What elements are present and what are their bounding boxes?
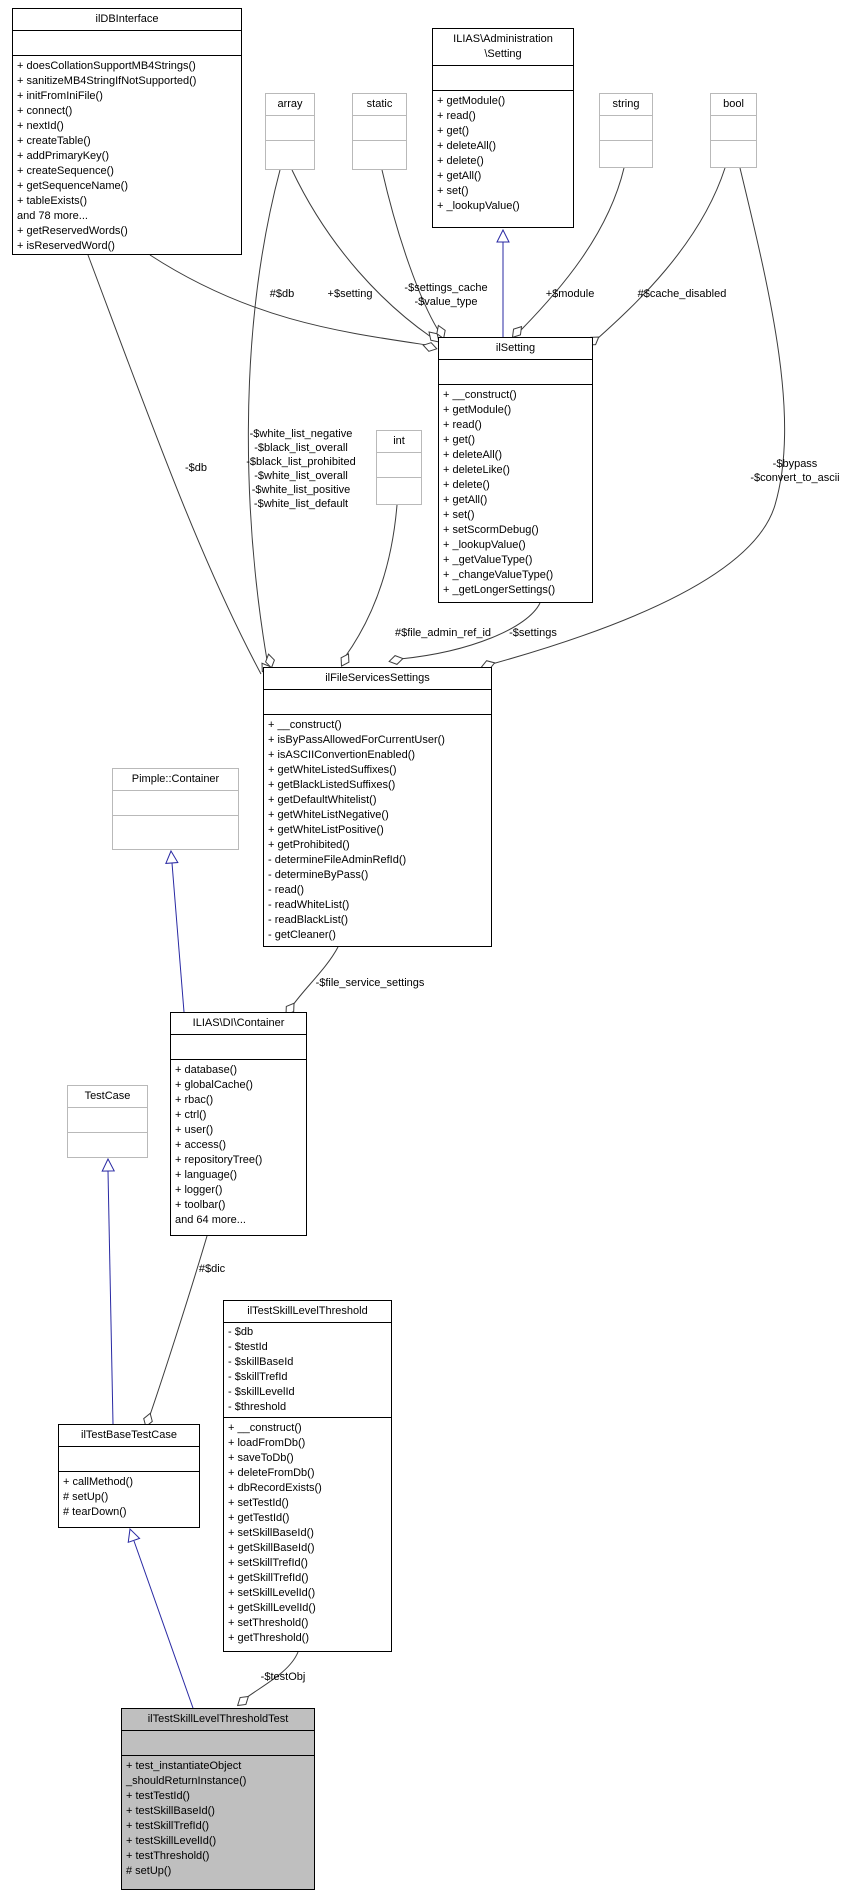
edge-label-bypass [750, 457, 839, 485]
edge-label-line: -$black_list_prohibited [246, 456, 356, 468]
method-item: + createSequence() [17, 165, 114, 177]
class-title [68, 1086, 147, 1108]
method-item: + getAll() [443, 494, 488, 506]
class-title [13, 9, 241, 31]
methods-compartment [13, 56, 241, 255]
class-title-line: array [277, 98, 303, 110]
method-item: + get() [443, 434, 476, 446]
diamond [338, 652, 353, 669]
class-title [439, 338, 592, 360]
method-item: + deleteLike() [443, 464, 510, 476]
edge-label-db-to-fileservices [185, 461, 207, 475]
class-box-pimple-container [112, 768, 239, 850]
diamond [422, 341, 438, 353]
method-item: + isASCIIConvertionEnabled() [268, 749, 416, 761]
attributes-compartment [113, 791, 238, 816]
method-item: + getSkillLevelId() [228, 1602, 316, 1614]
method-item: + setScormDebug() [443, 524, 539, 536]
edge-label-white-black-lists [246, 427, 355, 511]
method-item: + read() [443, 419, 482, 431]
class-box-ilsetting[interactable] [438, 337, 593, 603]
method-item: + _getLongerSettings() [443, 584, 556, 596]
class-title [353, 94, 406, 116]
methods-compartment [439, 385, 592, 602]
method-item: + __construct() [443, 389, 517, 401]
method-item: + getReservedWords() [17, 225, 128, 237]
method-item: - readBlackList() [268, 914, 349, 926]
class-title-line: Pimple::Container [131, 773, 220, 785]
attributes-compartment [266, 116, 314, 141]
class-title-line: ilDBInterface [95, 13, 159, 25]
method-item: and 64 more... [175, 1214, 246, 1226]
method-item: + setTestId() [228, 1497, 289, 1509]
class-box-iltestbasetestcase[interactable] [58, 1424, 200, 1528]
attribute-item: - $skillTrefId [228, 1371, 288, 1383]
method-item: + getModule() [437, 95, 506, 107]
method-item: + sanitizeMB4StringIfNotSupported() [17, 75, 197, 87]
edge-label-line: -$settings_cache [404, 282, 488, 294]
methods-compartment [266, 141, 314, 169]
edge-label-line: -$white_list_default [253, 498, 349, 510]
edge-label-line: -$bypass [772, 458, 818, 470]
method-item: + logger() [175, 1184, 223, 1196]
method-item: + database() [175, 1064, 238, 1076]
method-item: + delete() [443, 479, 490, 491]
edge-test-inherits-testbase [134, 1541, 193, 1708]
method-item: + getThreshold() [228, 1632, 310, 1644]
method-item: + testSkillTrefId() [126, 1820, 210, 1832]
method-item: + testTestId() [126, 1790, 190, 1802]
method-item: + setSkillLevelId() [228, 1587, 316, 1599]
method-item: - determineFileAdminRefId() [268, 854, 407, 866]
class-box-ilfileservicessettings[interactable] [263, 667, 492, 947]
class-box-int [376, 430, 422, 505]
class-title [377, 431, 421, 453]
class-box-ilias-administration-setting[interactable] [432, 28, 574, 228]
edge-label-line: -$white_list_negative [249, 428, 353, 440]
class-title [433, 29, 573, 66]
attributes-compartment [439, 360, 592, 385]
method-item: + delete() [437, 155, 484, 167]
method-item: + tableExists() [17, 195, 87, 207]
class-box-static [352, 93, 407, 170]
method-item: # setUp() [63, 1491, 109, 1503]
methods-compartment [113, 816, 238, 849]
method-item: # setUp() [126, 1865, 172, 1877]
class-title-line: ilTestSkillLevelThresholdTest [147, 1713, 289, 1725]
methods-compartment [353, 141, 406, 169]
attributes-compartment [433, 66, 573, 91]
attributes-compartment [264, 690, 491, 715]
method-item: + test_instantiateObject [126, 1760, 242, 1772]
edge-label-line: +$module [545, 288, 595, 300]
method-item: + _lookupValue() [437, 200, 520, 212]
class-title [59, 1425, 199, 1447]
triangle-arrowhead [102, 1159, 114, 1171]
method-item: + getModule() [443, 404, 512, 416]
method-item: - determineByPass() [268, 869, 369, 881]
method-item: + user() [175, 1124, 214, 1136]
class-title [264, 668, 491, 690]
diamond [388, 654, 404, 666]
class-title-line: ilTestSkillLevelThreshold [247, 1305, 368, 1317]
class-title-line: ILIAS\DI\Container [192, 1017, 285, 1029]
edge-db-to-fileservices [88, 255, 261, 674]
method-item: + getBlackListedSuffixes() [268, 779, 396, 791]
method-item: + nextId() [17, 120, 64, 132]
edge-label-file-admin-ref-id [395, 626, 491, 640]
edge-label-settings-cache [404, 281, 487, 309]
class-box-bool [710, 93, 757, 168]
method-item: + callMethod() [63, 1476, 134, 1488]
edge-label-file-service-settings [316, 976, 425, 990]
class-title [711, 94, 756, 116]
method-item: _shouldReturnInstance() [126, 1775, 247, 1787]
methods-compartment [59, 1472, 199, 1527]
edge-label-line: -$file_service_settings [315, 977, 425, 989]
edge-label-dic-member [199, 1262, 225, 1276]
class-box-ildbinterface[interactable] [12, 8, 242, 255]
method-item: + setSkillBaseId() [228, 1527, 314, 1539]
methods-compartment [600, 141, 652, 167]
attributes-compartment [59, 1447, 199, 1472]
class-box-ilias-di-container[interactable] [170, 1012, 307, 1236]
method-item: - readWhiteList() [268, 899, 350, 911]
method-item: + loadFromDb() [228, 1437, 306, 1449]
method-item: + getDefaultWhitelist() [268, 794, 377, 806]
method-item: + getWhiteListedSuffixes() [268, 764, 397, 776]
class-box-iltestskilllevelthresholdtest [121, 1708, 315, 1890]
edge-label-line: #$cache_disabled [637, 288, 727, 300]
method-item: + setThreshold() [228, 1617, 309, 1629]
class-title-line: int [393, 435, 405, 447]
methods-compartment [711, 141, 756, 167]
methods-compartment [68, 1133, 147, 1157]
attributes-compartment [122, 1731, 314, 1756]
methods-compartment [122, 1756, 314, 1889]
method-item: + testSkillBaseId() [126, 1805, 215, 1817]
attributes-compartment [171, 1035, 306, 1060]
method-item: + saveToDb() [228, 1452, 294, 1464]
attribute-item: - $testId [228, 1341, 268, 1353]
method-item: + isByPassAllowedForCurrentUser() [268, 734, 445, 746]
edge-label-line: -$white_list_overall [254, 470, 348, 482]
class-title-line: bool [723, 98, 744, 110]
triangle-arrowhead [124, 1527, 139, 1542]
method-item: + __construct() [268, 719, 342, 731]
edge-container-inherits-pimple [172, 863, 184, 1012]
attribute-item: - $skillLevelId [228, 1386, 295, 1398]
method-item: + dbRecordExists() [228, 1482, 322, 1494]
edge-label-line: -$convert_to_ascii [750, 472, 840, 484]
method-item: + doesCollationSupportMB4Strings() [17, 60, 196, 72]
edge-label-db-to-ilsetting [270, 287, 294, 301]
methods-compartment [171, 1060, 306, 1235]
edge-label-line: -$value_type [414, 296, 478, 308]
method-item: - getCleaner() [268, 929, 336, 941]
method-item: + _changeValueType() [443, 569, 554, 581]
method-item: + getWhiteListNegative() [268, 809, 389, 821]
method-item: + get() [437, 125, 470, 137]
method-item: + getSequenceName() [17, 180, 128, 192]
edge-label-cache-disabled [638, 287, 727, 301]
class-title [266, 94, 314, 116]
attributes-compartment [600, 116, 652, 141]
class-title-line: \Setting [484, 48, 522, 60]
method-item: + createTable() [17, 135, 91, 147]
edge-label-line: +$setting [327, 288, 373, 300]
method-item: + getSkillBaseId() [228, 1542, 315, 1554]
class-box-array [265, 93, 315, 170]
class-title [224, 1301, 391, 1323]
edge-array-to-ilsetting [292, 170, 431, 337]
method-item: + ctrl() [175, 1109, 207, 1121]
method-item: + toolbar() [175, 1199, 226, 1211]
method-item: + testSkillLevelId() [126, 1835, 217, 1847]
method-item: + _getValueType() [443, 554, 533, 566]
edge-label-line: #$db [269, 288, 295, 300]
method-item: + getAll() [437, 170, 482, 182]
methods-compartment [377, 478, 421, 504]
class-title-line: ilFileServicesSettings [325, 672, 430, 684]
method-item: + connect() [17, 105, 73, 117]
class-title-line: string [612, 98, 640, 110]
methods-compartment [433, 91, 573, 227]
method-item: + __construct() [228, 1422, 302, 1434]
attribute-item: - $skillBaseId [228, 1356, 294, 1368]
edge-label-test-obj [261, 1670, 306, 1684]
method-item: + rbac() [175, 1094, 214, 1106]
class-title-line: ilTestBaseTestCase [81, 1429, 177, 1441]
class-title-line: ILIAS\Administration [453, 33, 553, 45]
edge-testbase-inherits-testcase [108, 1171, 113, 1424]
edge-label-line: #$dic [198, 1263, 226, 1275]
class-box-iltestskilllevelthreshold[interactable] [223, 1300, 392, 1652]
attribute-item: - $threshold [228, 1401, 287, 1413]
method-item: + getTestId() [228, 1512, 290, 1524]
attributes-compartment [13, 31, 241, 56]
methods-compartment [224, 1418, 391, 1651]
edge-label-line: -$db [184, 462, 208, 474]
class-title [122, 1709, 314, 1731]
method-item: + addPrimaryKey() [17, 150, 110, 162]
class-title [600, 94, 652, 116]
edge-array-to-fileservices [248, 170, 280, 660]
edge-label-line: -$settings [509, 627, 557, 639]
method-item: + initFromIniFile() [17, 90, 103, 102]
method-item: - read() [268, 884, 305, 896]
edge-label-module-member [546, 287, 595, 301]
edge-label-line: #$file_admin_ref_id [394, 627, 492, 639]
class-title-line: ilSetting [495, 342, 536, 354]
edge-label-line: -$black_list_overall [254, 442, 348, 454]
edge-int-to-fileservices [345, 505, 397, 657]
methods-compartment [264, 715, 491, 946]
method-item: + deleteFromDb() [228, 1467, 315, 1479]
triangle-arrowhead [165, 851, 178, 864]
method-item: + language() [175, 1169, 238, 1181]
attribute-item: - $db [228, 1326, 254, 1338]
edge-label-line: -$testObj [260, 1671, 306, 1683]
method-item: + isReservedWord() [17, 240, 115, 252]
method-item: + setSkillTrefId() [228, 1557, 308, 1569]
method-item: + set() [437, 185, 469, 197]
attributes-compartment [353, 116, 406, 141]
class-title-line: TestCase [84, 1090, 131, 1102]
class-box-testcase [67, 1085, 148, 1158]
edge-label-setting-member [328, 287, 373, 301]
edge-label-line: -$white_list_positive [251, 484, 351, 496]
method-item: + getWhiteListPositive() [268, 824, 384, 836]
method-item: + read() [437, 110, 476, 122]
method-item: + repositoryTree() [175, 1154, 263, 1166]
attributes-compartment [224, 1323, 391, 1418]
method-item: + testThreshold() [126, 1850, 210, 1862]
method-item: + _lookupValue() [443, 539, 526, 551]
method-item: + access() [175, 1139, 227, 1151]
method-item: + getSkillTrefId() [228, 1572, 309, 1584]
class-box-string [599, 93, 653, 168]
attributes-compartment [711, 116, 756, 141]
edge-label-settings-member [509, 626, 557, 640]
method-item: + globalCache() [175, 1079, 253, 1091]
class-title [113, 769, 238, 791]
class-title-line: static [366, 98, 393, 110]
method-item: + deleteAll() [437, 140, 497, 152]
attributes-compartment [377, 453, 421, 478]
method-item: # tearDown() [63, 1506, 127, 1518]
class-title [171, 1013, 306, 1035]
triangle-arrowhead [497, 230, 509, 242]
method-item: + set() [443, 509, 475, 521]
method-item: + deleteAll() [443, 449, 503, 461]
method-item: and 78 more... [17, 210, 88, 222]
attributes-compartment [68, 1108, 147, 1133]
method-item: + getProhibited() [268, 839, 350, 851]
